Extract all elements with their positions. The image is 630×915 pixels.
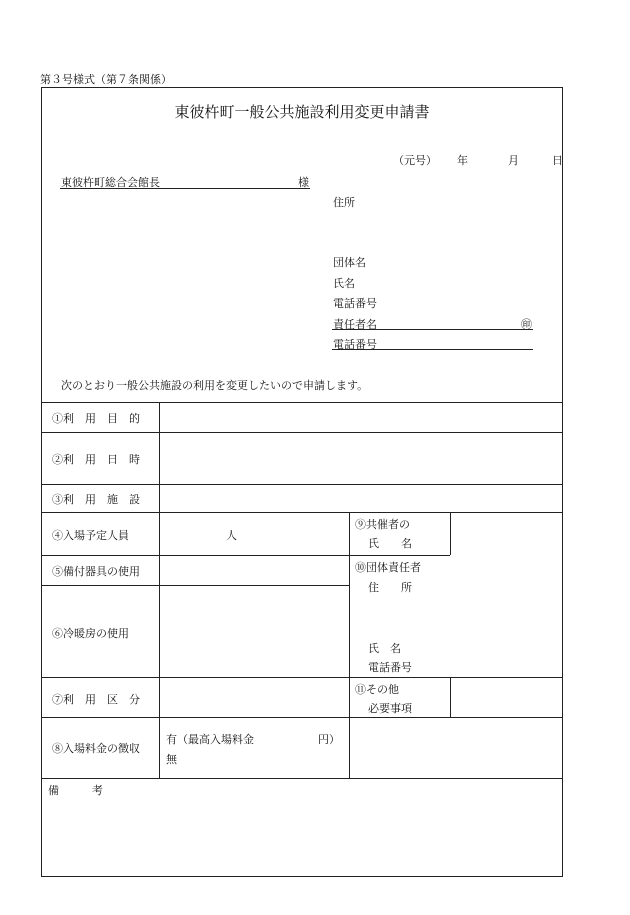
row-line-5 — [42, 585, 349, 586]
applicant-address-label: 住所 — [333, 196, 355, 209]
responsible-phone-label: 電話番号 — [333, 338, 377, 351]
date-year-label: 年 — [457, 154, 468, 167]
addressee-underline — [60, 188, 310, 189]
fee-no-label: 無 — [166, 753, 177, 766]
other-requirements-label: 必要事項 — [368, 702, 412, 715]
row-line-6 — [42, 677, 562, 678]
row-line-3 — [42, 512, 562, 513]
form-title: 東彼杵町一般公共施設利用変更申請書 — [174, 103, 430, 121]
date-era-label: （元号） — [393, 154, 437, 167]
other-value-line — [450, 677, 451, 717]
responsible-name-underline — [332, 329, 533, 330]
responsible-name-label: 責任者名 — [333, 318, 377, 331]
other-label: ⑪その他 — [355, 683, 399, 696]
cohost-label: ⑨共催者の — [355, 518, 410, 531]
row-line-2 — [42, 484, 562, 485]
category-label: ⑦利 用 区 分 — [52, 693, 140, 706]
date-month-label: 月 — [508, 154, 519, 167]
fee-label: ⑧入場料金の徴収 — [52, 742, 140, 755]
application-form — [41, 87, 563, 877]
row-line-8 — [42, 778, 562, 779]
attendance-label: ④入場予定人員 — [52, 529, 129, 542]
applicant-name-label: 氏名 — [333, 277, 355, 290]
datetime-label: ②利 用 日 時 — [52, 453, 140, 466]
attendance-unit: 人 — [226, 529, 237, 542]
group-responsible-address-label: 住 所 — [368, 581, 412, 594]
fee-yes-label: 有（最高入場料金 — [166, 733, 254, 746]
row-line-7 — [42, 717, 562, 718]
group-responsible-label: ⑩団体責任者 — [355, 561, 421, 574]
applicant-group-label: 団体名 — [333, 256, 366, 269]
hvac-label: ⑥冷暖房の使用 — [52, 627, 129, 640]
row-line-1 — [42, 432, 562, 433]
addressee-name: 東彼杵町総合会館長 — [61, 176, 160, 189]
label-column-line — [159, 402, 160, 778]
application-statement: 次のとおり一般公共施設の利用を変更したいので申請します。 — [61, 379, 369, 392]
mid-column-line — [349, 512, 350, 778]
cohost-name-label: 氏 名 — [368, 537, 412, 550]
purpose-label: ①利 用 目 的 — [52, 412, 140, 425]
form-number: 第３号様式（第７条関係） — [40, 73, 172, 86]
equipment-label: ⑤備付器具の使用 — [52, 565, 140, 578]
fee-yen-label: 円） — [318, 733, 340, 746]
cohost-value-line — [450, 512, 451, 555]
applicant-phone-label: 電話番号 — [333, 297, 377, 310]
table-top-line — [42, 402, 562, 403]
remarks-label: 備 考 — [48, 784, 103, 797]
addressee-honorific: 様 — [298, 176, 309, 189]
date-day-label: 日 — [552, 154, 563, 167]
responsible-phone-underline — [332, 349, 533, 350]
seal-mark: ㊞ — [521, 318, 532, 331]
row-line-4 — [42, 555, 450, 556]
group-responsible-phone-label: 電話番号 — [368, 661, 412, 674]
facility-label: ③利 用 施 設 — [52, 493, 140, 506]
group-responsible-name-label: 氏 名 — [368, 642, 401, 655]
